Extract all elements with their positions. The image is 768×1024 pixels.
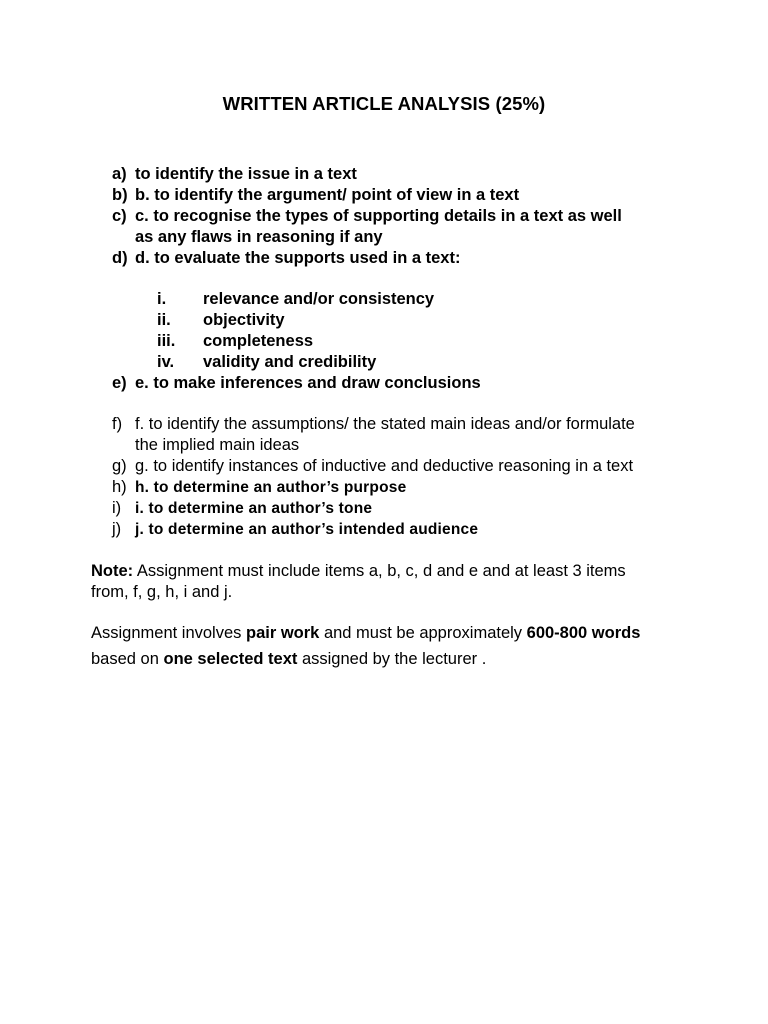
list-item-text: as any flaws in reasoning if any <box>135 228 383 246</box>
list-item-text: e. to make inferences and draw conclusions <box>135 374 481 392</box>
sub-item-text: completeness <box>203 332 314 350</box>
list-marker: h) <box>112 478 127 496</box>
list-item-text: d. to evaluate the supports used in a text: <box>135 249 461 267</box>
list-item-text: c. to recognise the types of supporting details in a text as well <box>135 207 622 225</box>
assignment-text: and must be approximately <box>319 624 527 642</box>
list-item-text: the implied main ideas <box>135 436 300 454</box>
list-marker: a) <box>112 165 127 183</box>
assignment-emphasis: 600-800 words <box>526 624 641 642</box>
assignment-paragraph-continuation <box>91 648 486 670</box>
assignment-text: assigned by the lecturer . <box>297 650 487 668</box>
list-item-text: f. to identify the assumptions/ the stated main ideas and/or formulate <box>135 415 635 433</box>
assignment-emphasis: pair work <box>246 624 320 642</box>
assignment-text: Assignment involves <box>91 624 246 642</box>
list-item-text: b. to identify the argument/ point of view in a text <box>135 186 520 204</box>
assignment-paragraph <box>91 622 640 644</box>
sub-item-marker: iii. <box>157 332 176 350</box>
sub-item-marker: i. <box>157 290 167 308</box>
list-item-text: i. to determine an author’s tone <box>135 500 373 517</box>
note-paragraph <box>91 560 626 582</box>
assignment-emphasis: one selected text <box>163 650 298 668</box>
list-marker: g) <box>112 457 127 475</box>
list-marker: d) <box>112 249 128 267</box>
note-text: Assignment must include items a, b, c, d and e and at least 3 items <box>133 562 626 580</box>
list-marker: c) <box>112 207 127 225</box>
note-label: Note: <box>91 562 134 580</box>
sub-item-marker: ii. <box>157 311 171 329</box>
sub-item-text: validity and credibility <box>203 353 377 371</box>
note-text: from, f, g, h, i and j. <box>91 583 233 601</box>
list-marker: j) <box>112 520 122 538</box>
document-title: WRITTEN ARTICLE ANALYSIS (25%) <box>222 93 546 114</box>
list-item-text: g. to identify instances of inductive and deductive reasoning in a text <box>135 457 634 475</box>
list-marker: b) <box>112 186 128 204</box>
list-item-text: h. to determine an author’s purpose <box>135 479 407 496</box>
list-item-text: to identify the issue in a text <box>135 165 357 183</box>
note-paragraph-continuation <box>91 581 232 603</box>
sub-item-text: relevance and/or consistency <box>203 290 435 308</box>
sub-item-marker: iv. <box>157 353 175 371</box>
list-marker: f) <box>112 415 123 433</box>
sub-item-text: objectivity <box>203 311 285 329</box>
list-marker: e) <box>112 374 127 392</box>
list-marker: i) <box>112 499 122 517</box>
list-item-text: j. to determine an author’s intended audience <box>135 521 479 538</box>
assignment-text: based on <box>91 650 164 668</box>
